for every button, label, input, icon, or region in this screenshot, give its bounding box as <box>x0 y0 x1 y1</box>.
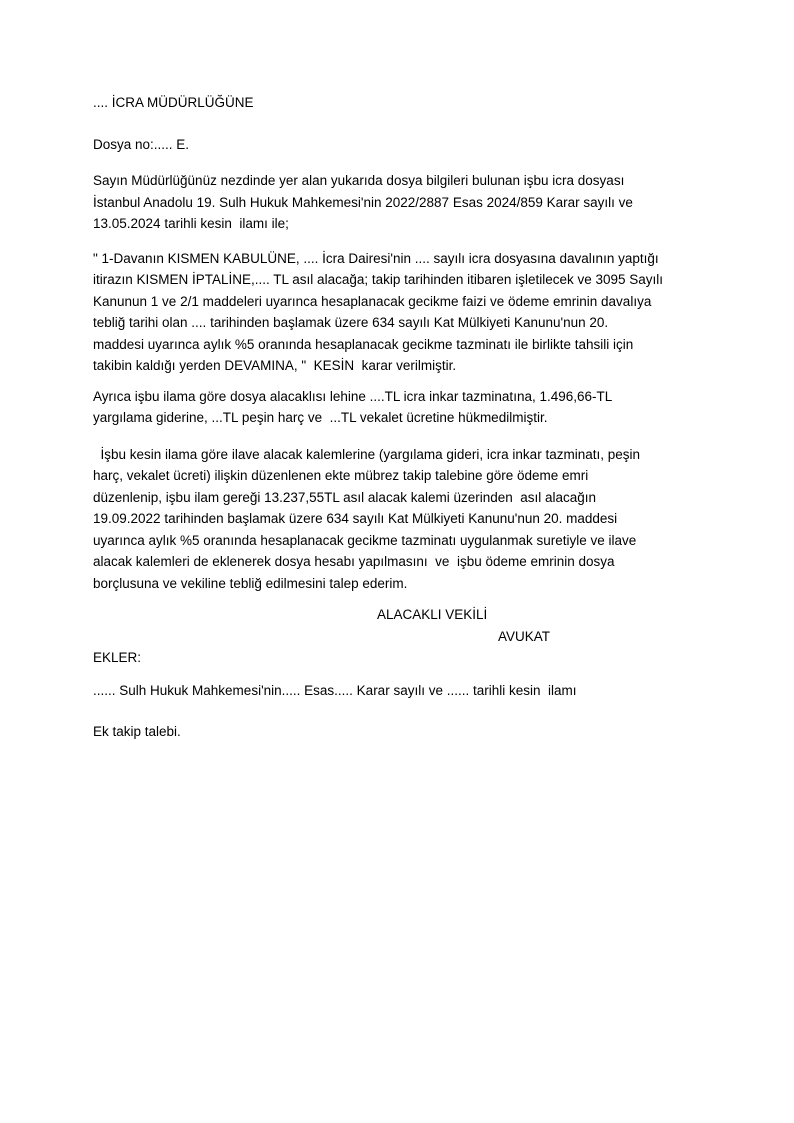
judgment-paragraph <box>93 248 701 377</box>
request-line: uyarınca aylık %5 oranında hesaplanacak gecikme tazminatı uygulanmak suretiyle ve ilave <box>93 532 637 548</box>
judgment-line: " 1-Davanın KISMEN KABULÜNE, .... İcra Dairesi'nin .... sayılı icra dosyasına davalının yaptığı <box>93 250 659 266</box>
request-line: alacak kalemleri de eklenerek dosya hesabı yapılmasını ve işbu ödeme emrinin dosya <box>93 554 615 569</box>
file-number-line: Dosya no:..... E. <box>93 136 190 152</box>
costs-line: Ayrıca işbu ilama göre dosya alacaklısı lehine ....TL icra inkar tazminatına, 1.496,66-TL <box>93 388 613 404</box>
signature-creditor-attorney: ALACAKLI VEKİLİ <box>377 607 488 622</box>
intro-line: İstanbul Anadolu 19. Sulh Hukuk Mahkemesi'nin 2022/2887 Esas 2024/859 Karar sayılı ve <box>93 194 633 210</box>
attachments-heading: EKLER: <box>93 650 142 665</box>
request-line: borçlusuna ve vekiline tebliğ edilmesini talep ederim. <box>93 575 408 591</box>
judgment-line: maddesi uyarınca aylık %5 oranında hesaplanacak gecikme tazminatı ile birlikte tahsili için <box>93 336 634 352</box>
document-heading: .... İCRA MÜDÜRLÜĞÜNE <box>93 95 254 110</box>
signature-attorney: AVUKAT <box>498 628 551 644</box>
request-line: 19.09.2022 tarihinden başlamak üzere 634 sayılı Kat Mülkiyeti Kanunu'nun 20. maddesi <box>93 511 618 526</box>
costs-line: yargılama giderine, ...TL peşin harç ve ...TL vekalet ücretine hükmedilmiştir. <box>93 410 548 425</box>
intro-line: 13.05.2024 tarihli kesin ilamı ile; <box>93 216 289 231</box>
intro-line: Sayın Müdürlüğünüz nezdinde yer alan yukarıda dosya bilgileri bulunan işbu icra dosyası <box>93 173 625 188</box>
attachment-item-follow-up-request: Ek takip talebi. <box>93 724 181 739</box>
attachment-item-court-order: ...... Sulh Hukuk Mahkemesi'nin..... Esas..... Karar sayılı ve ...... tarihli kesin ilamı <box>93 682 577 698</box>
request-line: harç, vekalet ücreti) ilişkin düzenlenen ekte mübrez takip talebine göre ödeme emri <box>93 468 589 483</box>
request-line: İşbu kesin ilama göre ilave alacak kalemlerine (yargılama gideri, icra inkar tazminatı, peşin <box>93 446 640 462</box>
document-body <box>93 92 701 743</box>
intro-paragraph <box>93 170 701 235</box>
costs-paragraph <box>93 386 701 429</box>
judgment-line: Kanunun 1 ve 2/1 maddeleri uyarınca hesaplanacak gecikme faizi ve ödeme emrinin davalıya <box>93 293 652 309</box>
request-paragraph <box>93 444 701 595</box>
request-line: düzenlenip, işbu ilam gereği 13.237,55TL asıl alacak kalemi üzerinden asıl alacağın <box>93 489 597 505</box>
judgment-line: tebliğ tarihi olan .... tarihinden başlamak üzere 634 sayılı Kat Mülkiyeti Kanunu'nun 20. <box>93 315 609 330</box>
judgment-line: takibin kaldığı yerden DEVAMINA, " KESİN karar verilmiştir. <box>93 358 457 373</box>
judgment-line: itirazın KISMEN İPTALİNE,.... TL asıl alacağa; takip tarihinden itibaren işletilecek ve 3095 Sayılı <box>93 272 664 287</box>
